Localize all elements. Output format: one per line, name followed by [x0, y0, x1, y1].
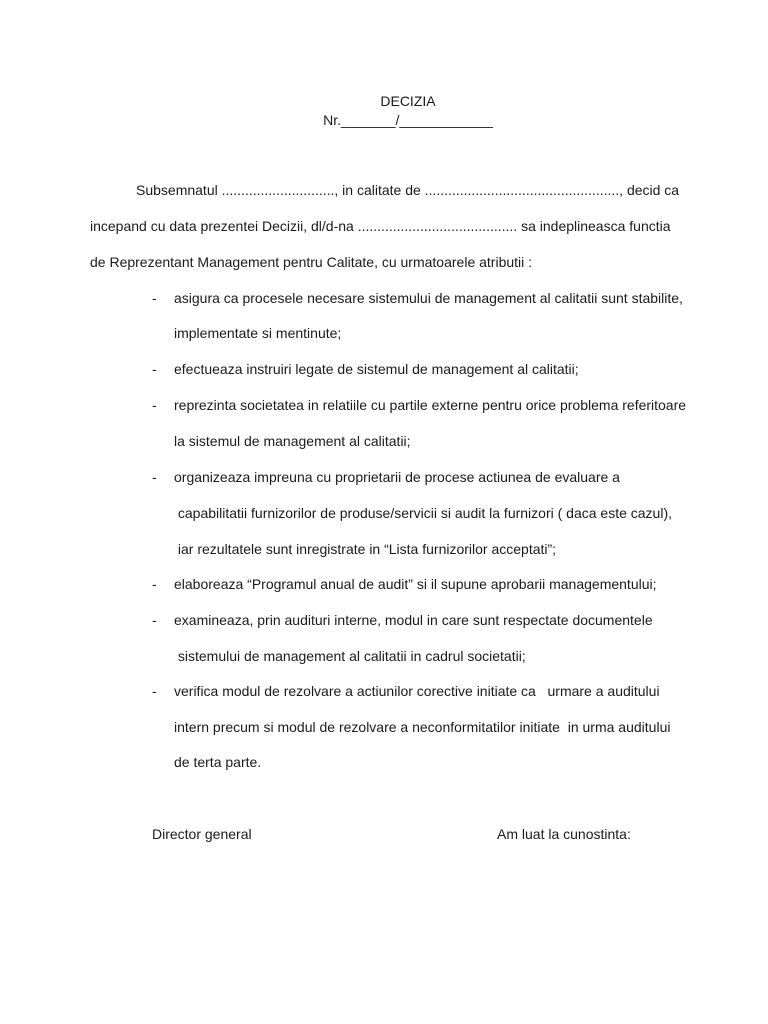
- bullet-dash: -: [152, 290, 157, 306]
- attribution-line: capabilitatii furnizorilor de produse/servicii si audit la furnizori ( daca este cazul),: [174, 505, 672, 521]
- attribution-line: de terta parte.: [174, 754, 262, 770]
- bullet-dash: -: [152, 469, 157, 485]
- attribution-line: organizeaza impreuna cu proprietarii de procese actiunea de evaluare a: [174, 469, 620, 485]
- attribution-line: elaboreaza “Programul anual de audit” si il supune aprobarii managementului;: [174, 576, 657, 592]
- attribution-line: examineaza, prin audituri interne, modul in care sunt respectate documentele: [174, 612, 653, 628]
- bullet-dash: -: [152, 397, 157, 413]
- document-title: DECIZIA: [380, 93, 436, 109]
- decision-number: Nr._______/____________: [323, 112, 493, 128]
- attribution-line: efectueaza instruiri legate de sistemul de management al calitatii;: [174, 361, 579, 377]
- attribution-line: la sistemul de management al calitatii;: [174, 433, 411, 449]
- bullet-dash: -: [152, 576, 157, 592]
- bullet-dash: -: [152, 612, 157, 628]
- attribution-line: sistemului de management al calitatii in cadrul societatii;: [174, 648, 526, 664]
- attribution-line: reprezinta societatea in relatiile cu partile externe pentru orice problema referitoare: [174, 397, 687, 413]
- attribution-line: intern precum si modul de rezolvare a neconformitatilor initiate in urma auditului: [174, 719, 671, 735]
- attribution-line: implementate si mentinute;: [174, 325, 342, 341]
- attribution-line: asigura ca procesele necesare sistemului de management al calitatii sunt stabilite,: [174, 290, 683, 306]
- intro-line-2: incepand cu data prezentei Decizii, dl/d-na ......................................... sa indeplineasca functia: [90, 218, 671, 234]
- signature-director-general: Director general: [152, 826, 252, 842]
- attribution-line: verifica modul de rezolvare a actiunilor corective initiate ca urmare a auditului: [174, 683, 660, 699]
- intro-line-1: Subsemnatul ............................., in calitate de .................................................., decid ca: [136, 182, 680, 198]
- bullet-dash: -: [152, 683, 157, 699]
- bullet-dash: -: [152, 361, 157, 377]
- intro-line-3: de Reprezentant Management pentru Calitate, cu urmatoarele atributii :: [90, 254, 533, 270]
- signature-acknowledged: Am luat la cunostinta:: [497, 826, 631, 842]
- attribution-line: iar rezultatele sunt inregistrate in “Lista furnizorilor acceptati”;: [174, 541, 557, 557]
